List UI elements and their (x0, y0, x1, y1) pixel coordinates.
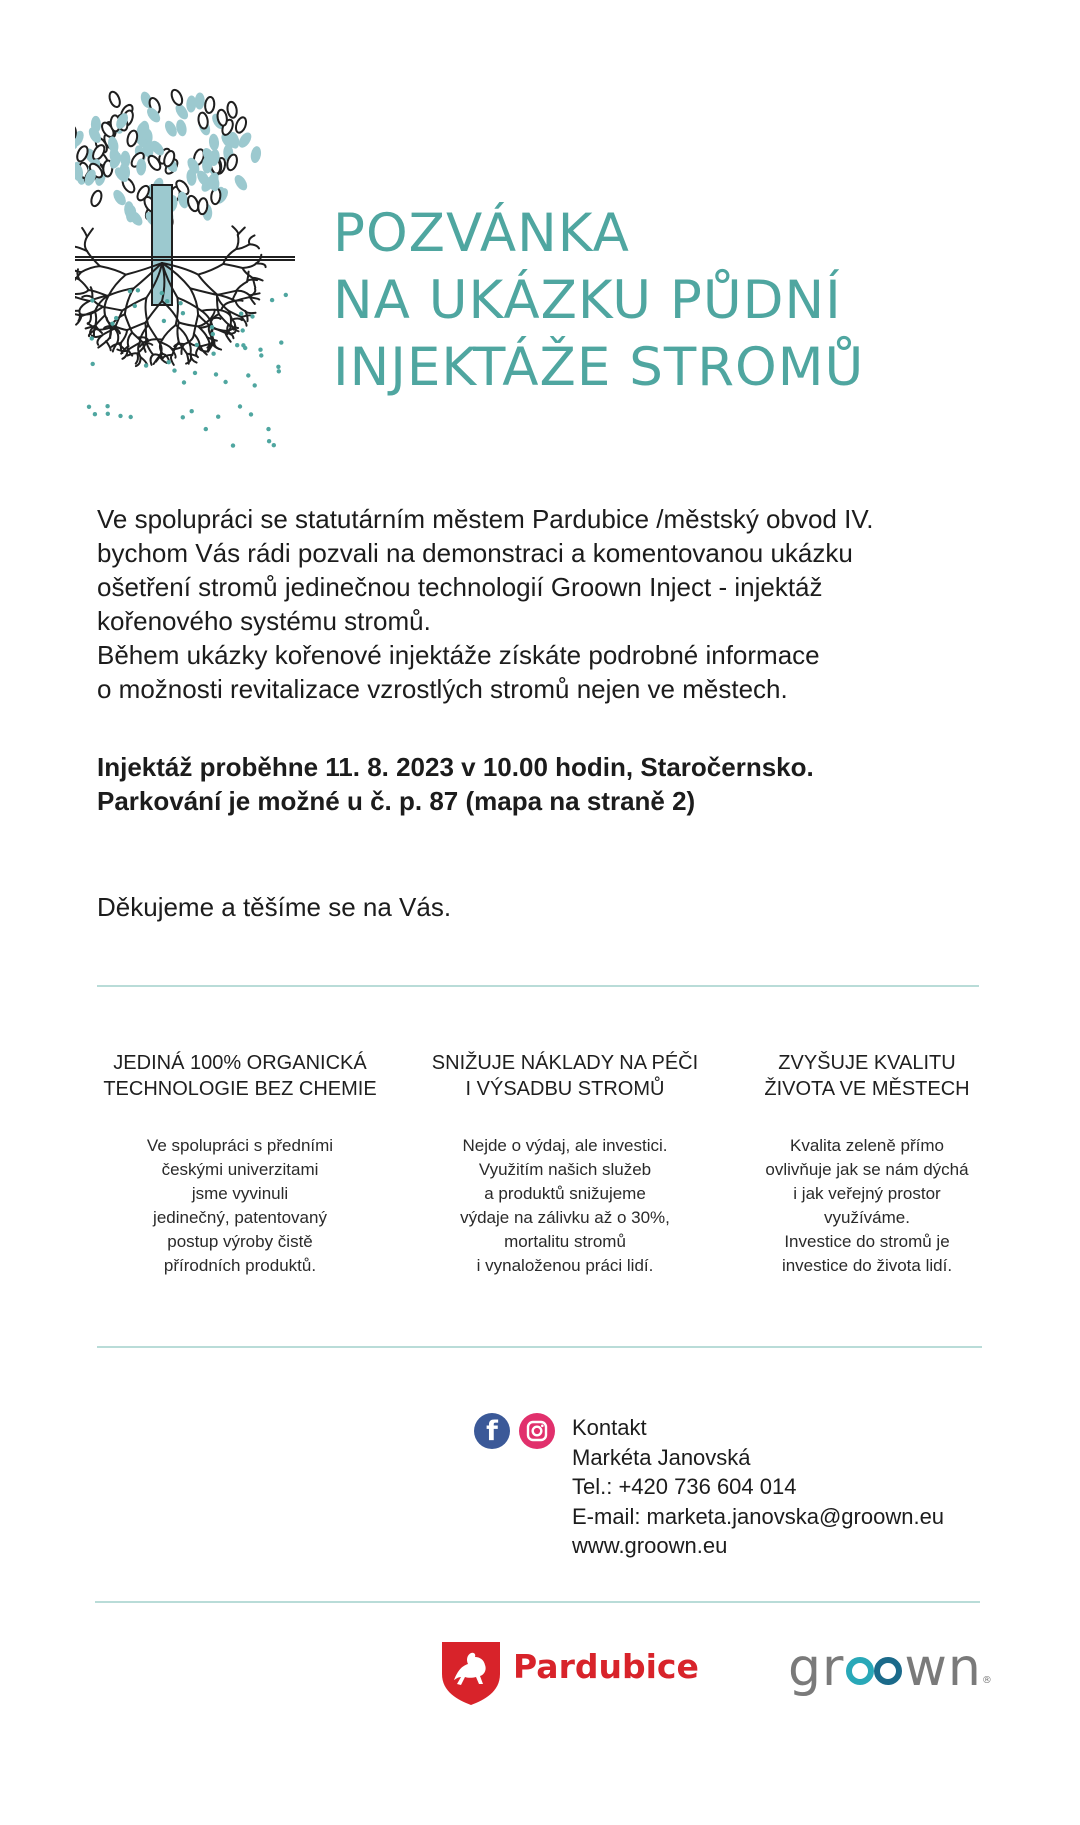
tree-illustration (75, 75, 295, 455)
groown-logo (788, 1638, 993, 1698)
intro-line: ošetření stromů jedinečnou technologií Groown Inject - injektáž (97, 572, 823, 602)
facebook-glyph: f (486, 1416, 498, 1447)
groown-infinity-icon (844, 1653, 904, 1689)
thanks-text: Děkujeme a těšíme se na Vás. (97, 892, 452, 922)
intro-line: Během ukázky kořenové injektáže získáte podrobné informace (97, 640, 820, 670)
contact-heading: Kontakt (572, 1415, 647, 1440)
contact-phone[interactable]: Tel.: +420 736 604 014 (572, 1474, 797, 1499)
divider-middle (97, 1346, 982, 1348)
facebook-icon[interactable] (474, 1413, 510, 1449)
pardubice-coat-of-arms-icon (440, 1640, 502, 1706)
divider-bottom (95, 1601, 980, 1603)
intro-line: kořenového systému stromů. (97, 606, 431, 636)
feature-text: Ve spolupráci s předními českými univerzitami jsme vyvinuli jedinečný, patentovaný postup výroby čistě přírodních produktů. (146, 1136, 334, 1275)
contact-email[interactable]: E-mail: marketa.janovska@groown.eu (572, 1503, 945, 1529)
event-date-line: Injektáž proběhne 11. 8. 2023 v 10.00 hodin, Staročernsko. (97, 752, 814, 782)
feature-title: SNIŽUJE NÁKLADY NA PÉČI I VÝSADBU STROMŮ (431, 1052, 699, 1100)
page-title (333, 200, 864, 401)
title-line-3: INJEKTÁŽE STROMŮ (333, 337, 865, 398)
instagram-glyph (519, 1413, 555, 1449)
groown-logo-right: wn (904, 1638, 982, 1698)
pardubice-logo-text: Pardubice (513, 1647, 699, 1686)
intro-line: Ve spolupráci se statutárním městem Pardubice /městský obvod IV. (97, 504, 874, 534)
event-details (97, 750, 814, 818)
contact-website[interactable]: www.groown.eu (572, 1533, 728, 1558)
feature-column-organic (90, 1050, 390, 1278)
groown-trademark: ® (981, 1675, 993, 1686)
feature-text: Kvalita zeleně přímo ovlivňuje jak se nám dýchá i jak veřejný prostor využíváme. Investice do stromů je investice do života lidí. (765, 1136, 969, 1275)
instagram-icon[interactable] (519, 1413, 555, 1449)
contact-name: Markéta Janovská (572, 1444, 751, 1470)
title-line-1: POZVÁNKA (333, 203, 630, 264)
feature-title: JEDINÁ 100% ORGANICKÁ TECHNOLOGIE BEZ CHEMIE (103, 1052, 377, 1100)
title-line-2: NA UKÁZKU PŮDNÍ (333, 270, 842, 331)
intro-paragraph (97, 502, 997, 706)
intro-line: o možnosti revitalizace vzrostlých stromů nejen ve městech. (97, 674, 788, 704)
feature-column-costs (415, 1050, 715, 1278)
contact-block (572, 1413, 944, 1561)
groown-logo-left: gr (788, 1638, 845, 1698)
event-parking-line: Parkování je možné u č. p. 87 (mapa na straně 2) (97, 786, 696, 816)
feature-text: Nejde o výdaj, ale investici. Využitím našich služeb a produktů snižujeme výdaje na zálivku až o 30%, mortalitu stromů i vynaloženou práci lidí. (460, 1136, 670, 1275)
feature-title: ZVYŠUJE KVALITU ŽIVOTA VE MĚSTECH (764, 1052, 970, 1100)
feature-column-quality (717, 1050, 1017, 1278)
divider-top (97, 985, 979, 987)
intro-line: bychom Vás rádi pozvali na demonstraci a komentovanou ukázku (97, 538, 853, 568)
